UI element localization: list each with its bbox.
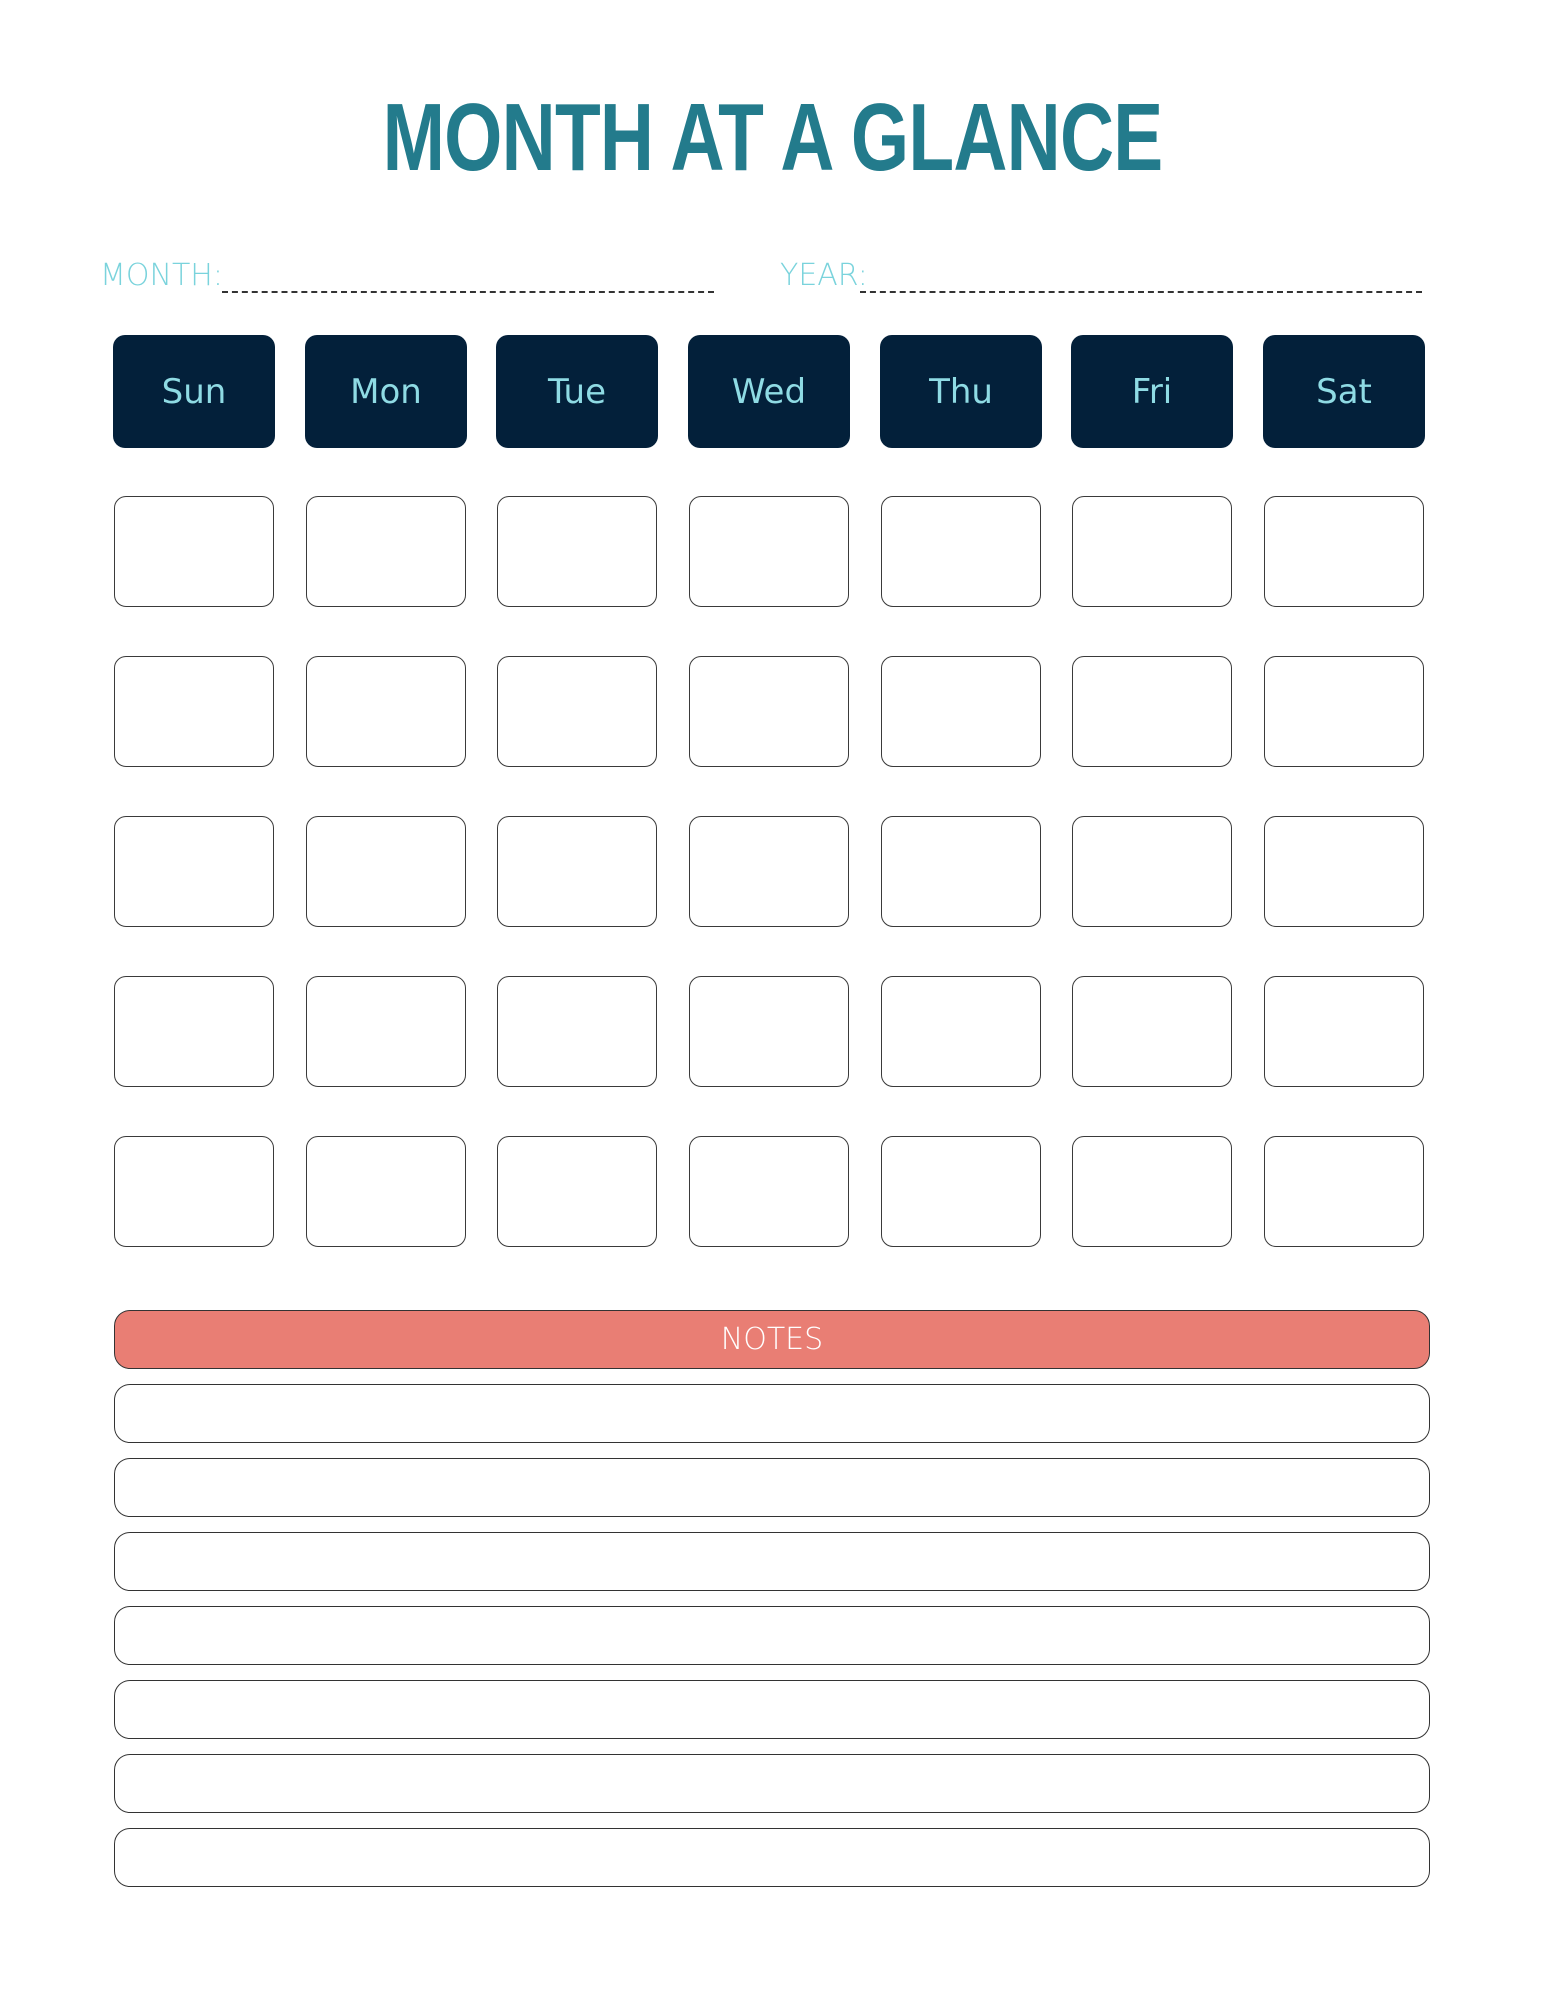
notes-line[interactable] <box>114 1458 1430 1517</box>
year-label: YEAR: <box>780 258 868 293</box>
weekday-header-mon: Mon <box>305 335 467 448</box>
day-cell[interactable] <box>881 1136 1041 1247</box>
day-cell[interactable] <box>689 1136 849 1247</box>
day-cell[interactable] <box>881 496 1041 607</box>
day-cell[interactable] <box>689 496 849 607</box>
day-cell[interactable] <box>689 656 849 767</box>
day-cell[interactable] <box>881 656 1041 767</box>
day-cell[interactable] <box>497 976 657 1087</box>
year-input-line[interactable] <box>860 291 1422 293</box>
day-cell[interactable] <box>306 656 466 767</box>
day-cell[interactable] <box>881 976 1041 1087</box>
notes-line[interactable] <box>114 1828 1430 1887</box>
notes-line[interactable] <box>114 1384 1430 1443</box>
day-cell[interactable] <box>497 1136 657 1247</box>
day-cell[interactable] <box>306 816 466 927</box>
day-cell[interactable] <box>497 816 657 927</box>
notes-line[interactable] <box>114 1680 1430 1739</box>
day-cell[interactable] <box>1264 496 1424 607</box>
day-cell[interactable] <box>881 816 1041 927</box>
day-cell[interactable] <box>114 496 274 607</box>
day-cell[interactable] <box>689 816 849 927</box>
day-cell[interactable] <box>114 656 274 767</box>
notes-header: NOTES <box>114 1310 1430 1369</box>
day-cell[interactable] <box>114 816 274 927</box>
weekday-header-sun: Sun <box>113 335 275 448</box>
day-cell[interactable] <box>1264 976 1424 1087</box>
weekday-header-wed: Wed <box>688 335 850 448</box>
month-input-line[interactable] <box>222 291 714 293</box>
page-title: MONTH AT A GLANCE <box>382 84 1163 191</box>
day-cell[interactable] <box>306 976 466 1087</box>
day-cell[interactable] <box>1264 816 1424 927</box>
day-cell[interactable] <box>114 976 274 1087</box>
day-cell[interactable] <box>1072 816 1232 927</box>
weekday-header-fri: Fri <box>1071 335 1233 448</box>
day-cell[interactable] <box>1072 496 1232 607</box>
day-cell[interactable] <box>1264 1136 1424 1247</box>
notes-line[interactable] <box>114 1606 1430 1665</box>
day-cell[interactable] <box>1072 976 1232 1087</box>
weekday-header-sat: Sat <box>1263 335 1425 448</box>
day-cell[interactable] <box>1072 1136 1232 1247</box>
day-cell[interactable] <box>306 1136 466 1247</box>
day-cell[interactable] <box>1072 656 1232 767</box>
day-cell[interactable] <box>497 496 657 607</box>
day-cell[interactable] <box>306 496 466 607</box>
notes-line[interactable] <box>114 1754 1430 1813</box>
day-cell[interactable] <box>689 976 849 1087</box>
day-cell[interactable] <box>114 1136 274 1247</box>
day-cell[interactable] <box>1264 656 1424 767</box>
weekday-header-tue: Tue <box>496 335 658 448</box>
month-label: MONTH: <box>100 258 223 293</box>
notes-line[interactable] <box>114 1532 1430 1591</box>
day-cell[interactable] <box>497 656 657 767</box>
weekday-header-thu: Thu <box>880 335 1042 448</box>
